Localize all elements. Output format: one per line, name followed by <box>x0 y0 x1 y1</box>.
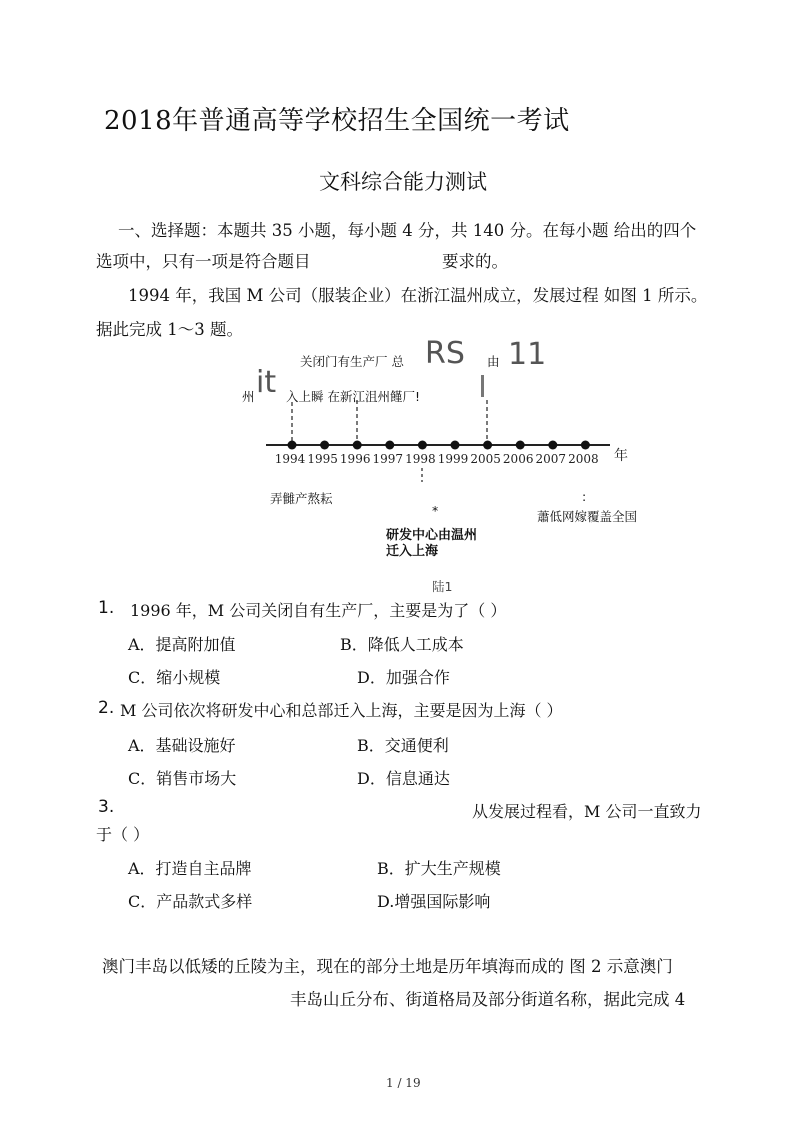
figure1-caption: 陆1 <box>432 579 453 594</box>
figure1-note-research-2: 迁入上海 <box>386 544 439 559</box>
figure1-note-11: 11 <box>508 337 547 372</box>
figure1-note-top: 关闭门有生产厂 总 <box>300 354 404 369</box>
question-3-option-a: A．打造自主品牌 <box>128 859 252 878</box>
question-1-option-c: C．缩小规模 <box>128 668 221 687</box>
timeline-year-1994: 1994 <box>274 452 306 466</box>
timeline-dot-2007 <box>548 441 557 450</box>
figure1-note-star: * <box>432 503 439 518</box>
question-1-option-a: A．提高附加值 <box>128 635 236 654</box>
timeline-dot-2008 <box>581 441 590 450</box>
question-2-option-a: A．基础设施好 <box>128 736 236 755</box>
question-2-option-c: C．销售市场大 <box>128 769 237 788</box>
question-1-stem: 1996 年，M 公司关闭自有生产厂，主要是为了（ ） <box>130 601 507 620</box>
figure1-note-colon: : <box>582 489 587 504</box>
figure1-note-research-1: 研发中心由温州 <box>386 528 478 543</box>
timeline-year-1998: 1998 <box>405 452 436 466</box>
timeline-year-1995: 1995 <box>307 452 338 466</box>
question-3-number: 3. <box>98 797 115 817</box>
timeline-labels <box>275 452 599 466</box>
question-3-stem-right: 从发展过程看，M 公司一直致力 <box>472 802 702 821</box>
question-2-number: 2. <box>98 698 115 718</box>
question-2-stem: M 公司依次将研发中心和总部迁入上海，主要是因为上海（ ） <box>120 701 563 720</box>
question-1-option-b: B．降低人工成本 <box>340 635 464 654</box>
timeline-dot-1995 <box>320 441 329 450</box>
figure1-note-mid: 入上瞬 在新江沮州饉厂! <box>286 389 420 404</box>
timeline-year-1999: 1999 <box>437 452 469 466</box>
figure1-note-zhou: 州 <box>242 389 255 404</box>
question-2-option-d: D．信息通达 <box>357 769 450 788</box>
exam-subtitle: 文科综合能力测试 <box>319 170 487 194</box>
passage1-line-1: 1994 年，我国 M 公司（服装企业）在浙江温州成立，发展过程 如图 1 所示。 <box>128 286 708 305</box>
question-3-option-d: D.增强国际影响 <box>377 892 491 911</box>
timeline-unit: 年 <box>614 448 628 464</box>
passage2-line-2: 丰岛山丘分布、街道格局及部分街道名称，据此完成 4 <box>290 990 686 1009</box>
question-2-option-b: B．交通便利 <box>357 736 449 755</box>
passage1-line-2: 据此完成 1〜3 题。 <box>96 320 243 339</box>
timeline-year-2008: 2008 <box>568 452 599 466</box>
figure1-note-rs: RS <box>425 336 465 371</box>
intro-line-1: 一、选择题：本题共 35 小题，每小题 4 分，共 140 分。在每小题 给出的四个 <box>118 221 697 240</box>
timeline-year-2007: 2007 <box>535 452 567 466</box>
question-3-option-b: B．扩大生产规模 <box>377 859 501 878</box>
figure1-note-you: 由 <box>487 354 500 369</box>
timeline-dot-1994 <box>288 441 297 450</box>
timeline-dot-1998 <box>418 441 427 450</box>
intro-line-2b: 要求的。 <box>442 252 508 271</box>
timeline-marker-bar <box>481 375 484 397</box>
question-1-number: 1. <box>98 598 115 618</box>
timeline-dot-1999 <box>451 441 460 450</box>
question-3-stem-line-2: 于（ ） <box>96 825 150 844</box>
timeline-year-1996: 1996 <box>339 452 371 466</box>
passage2-line-1: 澳门丰岛以低矮的丘陵为主，现在的部分土地是历年填海而成的 图 2 示意澳门 <box>102 957 673 976</box>
question-1-option-d: D．加强合作 <box>357 668 450 687</box>
figure1-note-bottom-right: 蕭低网嫁覆盖全国 <box>537 509 638 524</box>
timeline-year-1997: 1997 <box>372 452 404 466</box>
timeline-dot-1997 <box>385 441 394 450</box>
timeline-dot-2005 <box>483 441 492 450</box>
intro-line-2a: 选项中，只有一项是符合题目 <box>96 252 311 271</box>
timeline-dot-2006 <box>516 441 525 450</box>
timeline-year-2005: 2005 <box>470 452 501 466</box>
page-number: 1 / 19 <box>386 1076 421 1090</box>
timeline-dot-1996 <box>353 441 362 450</box>
question-3-option-c: C．产品款式多样 <box>128 892 253 911</box>
figure1-note-bottom-left: 弄雠产熬耘 <box>270 491 333 506</box>
timeline-year-2006: 2006 <box>502 452 534 466</box>
figure1-note-it: it <box>256 365 277 400</box>
exam-title: 2018年普通高等学校招生全国统一考试 <box>104 106 570 136</box>
